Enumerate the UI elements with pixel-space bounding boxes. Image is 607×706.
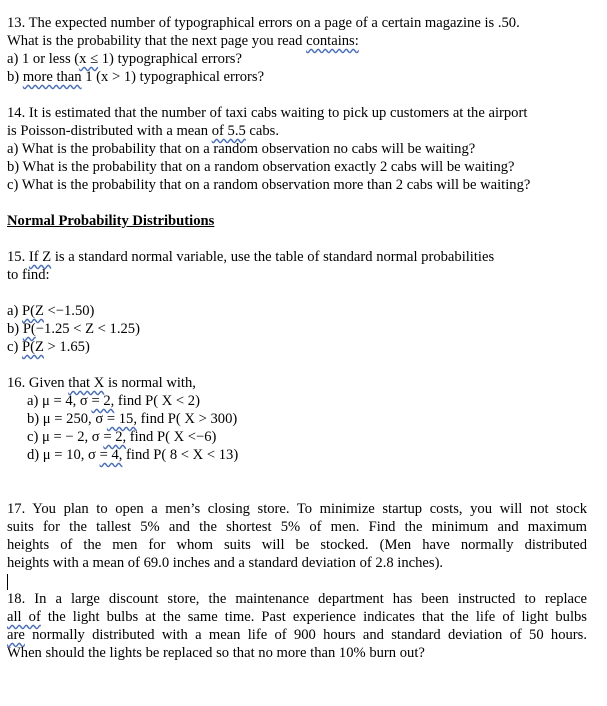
q16-part-c — [7, 428, 587, 446]
text-cursor — [7, 574, 8, 590]
q15-if-z: If Z — [28, 249, 52, 265]
q14-mean-value: of 5.5 — [211, 123, 246, 139]
q16-b-pre: b) μ = 250, σ — [27, 411, 107, 427]
q18-all-of: all of — [7, 609, 41, 625]
q17-line4: heights with a mean of 69.0 inches and a standard deviation of 2.8 inches). — [7, 555, 444, 571]
q16-b-post: find P( X > 300) — [137, 411, 238, 427]
q16-d-pre: d) μ = 10, σ — [27, 447, 100, 463]
q14-line2-end: cabs. — [245, 123, 280, 139]
q15-line2: to find: — [7, 267, 50, 283]
q13-line2 — [7, 32, 587, 50]
q16-line1 — [7, 374, 587, 392]
q14-part-c: c) What is the probability that on a random observation more than 2 cabs will be waiting? — [7, 177, 531, 193]
q13-part-b — [7, 68, 587, 86]
question-18 — [7, 590, 587, 662]
q16-c-sigma: = 2, — [103, 429, 127, 445]
q15-a-underlined: P(Z — [22, 303, 44, 319]
q18-line4: When should the lights be replaced so that no more than 10% burn out? — [7, 645, 425, 661]
q14-line2-text: is Poisson-distributed with a mean — [7, 123, 212, 139]
q15-a-pre: a) — [7, 303, 22, 319]
q15-c-post: > 1.65) — [43, 339, 90, 355]
q15-part-c — [7, 338, 587, 356]
q13-b-post: 1 (x > 1) typographical errors? — [81, 69, 265, 85]
q16-b-sigma: = 15, — [106, 411, 137, 427]
q16-part-b — [7, 410, 587, 428]
q17-line3: heights of the men for whom suits will be stocked. (Men have normally distributed — [7, 537, 587, 553]
q15-a-post: <−1.50) — [43, 303, 95, 319]
q14-line1: 14. It is estimated that the number of taxi cabs waiting to pick up customers at the airport — [7, 105, 528, 121]
q14-part-b: b) What is the probability that on a random observation exactly 2 cabs will be waiting? — [7, 159, 515, 175]
q18-are: are — [7, 627, 25, 643]
q16-c-post: find P( X <−6) — [126, 429, 217, 445]
question-16 — [7, 374, 587, 464]
text-cursor-line — [7, 572, 587, 590]
q13-b-pre: b) — [7, 69, 23, 85]
q16-pre: 16. Given — [7, 375, 69, 391]
q17-line1: 17. You plan to open a men’s closing store. To minimize startup costs, you will not stock — [7, 501, 587, 517]
q16-d-post: find P( 8 < X < 13) — [122, 447, 239, 463]
q15-c-pre: c) — [7, 339, 22, 355]
q13-b-underlined: more than — [22, 69, 82, 85]
q16-part-d — [7, 446, 587, 464]
q18-line3-text: normally distributed with a mean life of 900 hours and standard deviation of 50 hours. — [24, 627, 587, 643]
q16-d-sigma: = 4, — [99, 447, 123, 463]
question-14 — [7, 104, 587, 194]
q15-part-b — [7, 320, 587, 338]
q15-b-underlined: P( — [22, 321, 36, 337]
q16-that-x: that X — [68, 375, 105, 391]
q13-part-a — [7, 50, 587, 68]
q16-part-a — [7, 392, 587, 410]
q18-line3 — [7, 626, 587, 644]
q15-line1-text: is a standard normal variable, use the table of standard normal probabilities — [51, 249, 495, 265]
question-15 — [7, 248, 587, 356]
document-page — [7, 14, 587, 662]
q18-line2 — [7, 608, 587, 626]
q15-c-underlined: P(Z — [22, 339, 44, 355]
q14-line2 — [7, 122, 587, 140]
q15-part-a — [7, 302, 587, 320]
q13-a-pre: a) 1 or less ( — [7, 51, 80, 67]
q15-b-pre: b) — [7, 321, 23, 337]
q13-line2-text: What is the probability that the next page you read — [7, 33, 307, 49]
q18-line1: 18. In a large discount store, the maintenance department has been instructed to replace — [7, 591, 587, 607]
q16-a-sigma: = 2, — [91, 393, 115, 409]
q13-a-underlined: x ≤ — [79, 51, 99, 67]
question-13 — [7, 14, 587, 86]
q15-number: 15. — [7, 249, 29, 265]
q13-contains-word: contains: — [306, 33, 359, 49]
q16-post: is normal with, — [104, 375, 196, 391]
q14-part-a: a) What is the probability that on a random observation no cabs will be waiting? — [7, 141, 476, 157]
q15-b-post: −1.25 < Z < 1.25) — [35, 321, 140, 337]
section-heading: Normal Probability Distributions — [7, 213, 215, 229]
q16-a-pre: a) μ = 4, σ — [27, 393, 92, 409]
q15-line1 — [7, 248, 587, 266]
q13-line1: 13. The expected number of typographical errors on a page of a certain magazine is .50. — [7, 15, 520, 31]
question-17 — [7, 500, 587, 572]
q16-a-post: find P( X < 2) — [114, 393, 200, 409]
q16-c-pre: c) μ = − 2, σ — [27, 429, 104, 445]
q13-a-post: 1) typographical errors? — [98, 51, 242, 67]
q18-line2-text: the light bulbs at the same time. Past experience indicates that the life of light bulbs — [40, 609, 587, 625]
q17-line2: suits for the tallest 5% and the shortest 5% of men. Find the minimum and maximum — [7, 519, 587, 535]
